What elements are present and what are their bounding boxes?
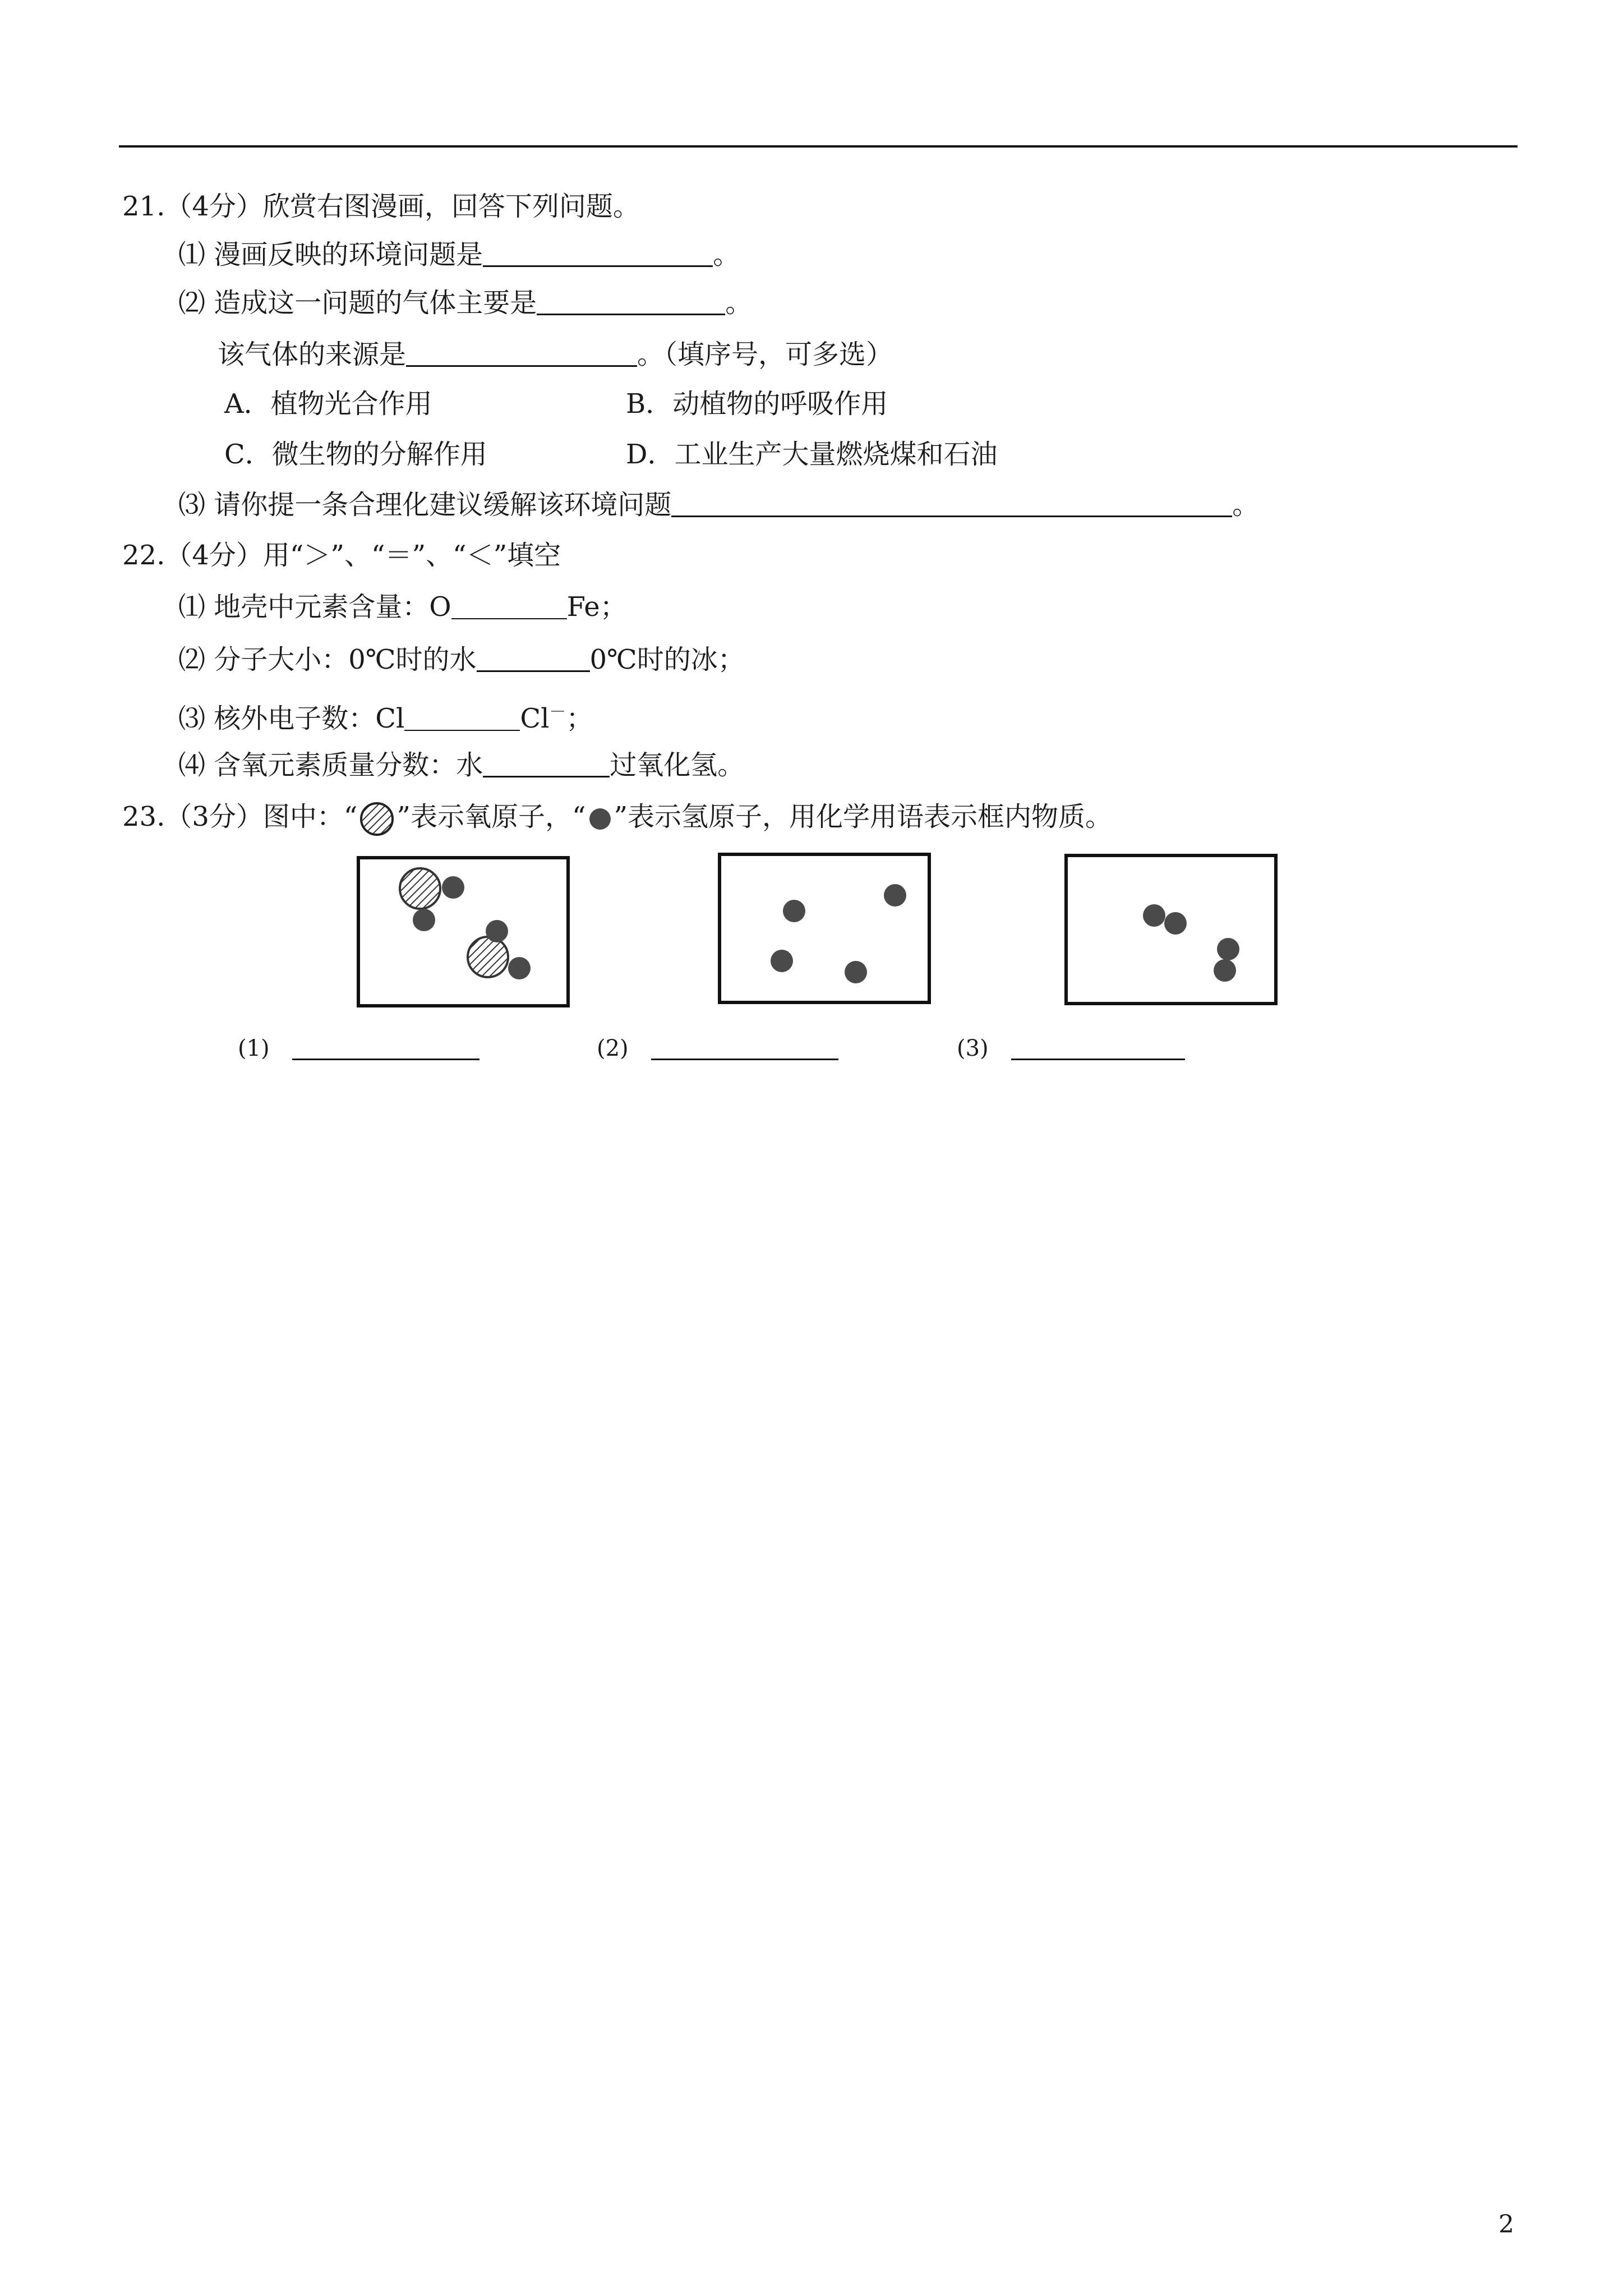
q21-option-c: C．微生物的分解作用	[224, 439, 487, 470]
q22-part4: ⑷ 含氧元素质量分数：水 过氧化氢。	[178, 749, 745, 781]
hydrogen-atom	[1143, 904, 1165, 927]
answer-blank[interactable]	[483, 751, 610, 777]
hydrogen-atom	[486, 920, 508, 942]
answer-blank[interactable]	[671, 491, 1232, 517]
oxygen-atom-icon	[357, 801, 396, 837]
molecule-box-3	[1064, 854, 1278, 1005]
hydrogen-molecule	[1143, 904, 1187, 935]
answer-blank[interactable]	[404, 705, 520, 731]
answer-blank[interactable]	[1011, 1036, 1185, 1060]
answer-blank[interactable]	[537, 289, 725, 315]
hydrogen-molecule	[1214, 938, 1239, 982]
q21-part2: ⑵ 造成这一问题的气体主要是 。	[178, 287, 753, 319]
q22-title: 22.（4分）用“＞”、“＝”、“＜”填空	[122, 540, 561, 571]
answer-blank[interactable]	[477, 646, 590, 672]
q21-option-a: A．植物光合作用	[224, 388, 432, 420]
oxygen-atom	[400, 868, 440, 909]
q22-part1: ⑴ 地壳中元素含量：O Fe；	[178, 591, 627, 623]
q21-part1: ⑴ 漫画反映的环境问题是 。	[178, 239, 740, 270]
oxygen-atom	[468, 937, 508, 977]
answer-label-1: (1)	[238, 1034, 479, 1062]
q22-part3: ⑶ 核外电子数：Cl Cl－；	[178, 702, 593, 734]
answer-label-2: (2)	[597, 1034, 838, 1062]
hydrogen-atom	[1214, 959, 1236, 982]
q21-part2-source: 该气体的来源是 。（填序号，可多选）	[218, 339, 893, 370]
answer-blank[interactable]	[483, 241, 713, 267]
page-number: 2	[1498, 2210, 1514, 2239]
water-molecule	[468, 920, 531, 979]
hydrogen-atom	[771, 950, 793, 972]
q21-option-b: B．动植物的呼吸作用	[626, 388, 888, 420]
hydrogen-atom	[1217, 938, 1239, 960]
hydrogen-atom-icon	[586, 801, 614, 837]
answer-label-3: (3)	[957, 1034, 1185, 1062]
molecule-box-2	[718, 853, 931, 1004]
hydrogen-atom	[1164, 912, 1187, 935]
hydrogen-atom	[442, 876, 464, 899]
q23-title: 23.（3分）图中：“ ”表示氧原子，“ ”表示氢原子，用化学用语表示框内物质。	[122, 800, 1112, 837]
q21-part3: ⑶ 请你提一条合理化建议缓解该环境问题 。	[178, 489, 1260, 521]
hydrogen-atom	[413, 909, 435, 931]
hydrogen-atom	[783, 900, 805, 922]
q21-option-d: D．工业生产大量燃烧煤和石油	[626, 439, 998, 470]
molecule-box-1	[357, 856, 570, 1007]
answer-blank[interactable]	[292, 1036, 479, 1060]
water-molecule	[400, 868, 464, 931]
q21-title: 21.（4分）欣赏右图漫画，回答下列问题。	[122, 191, 640, 222]
answer-blank[interactable]	[406, 341, 637, 367]
q22-part2: ⑵ 分子大小：0℃时的水 0℃时的冰；	[178, 644, 745, 675]
hydrogen-atom	[845, 961, 867, 983]
header-rule	[119, 145, 1518, 148]
answer-blank[interactable]	[451, 593, 567, 619]
hydrogen-atom	[884, 884, 906, 907]
hydrogen-atom	[508, 957, 531, 979]
answer-blank[interactable]	[651, 1036, 838, 1060]
